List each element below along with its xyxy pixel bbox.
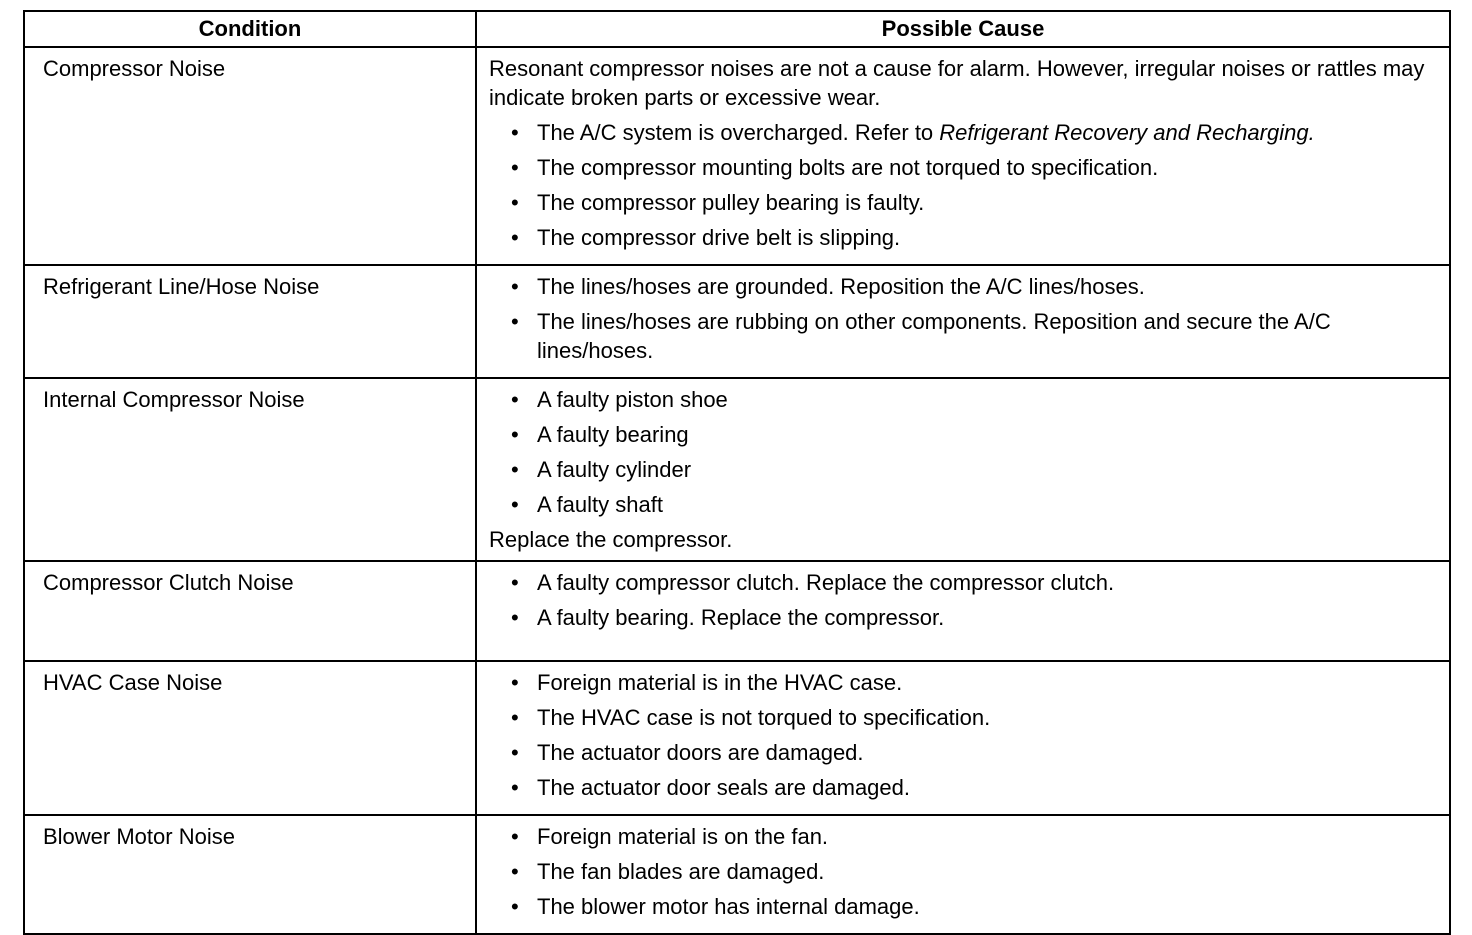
cause-header: Possible Cause xyxy=(476,11,1450,47)
condition-cell: Refrigerant Line/Hose Noise xyxy=(24,265,476,378)
list-item: • The HVAC case is not torqued to specification. xyxy=(489,703,1439,732)
table-row xyxy=(24,378,1450,561)
table-row xyxy=(24,815,1450,934)
condition-header: Condition xyxy=(24,11,476,47)
diagnosis-table xyxy=(23,10,1451,935)
cause-cell xyxy=(476,378,1450,561)
cause-cell xyxy=(476,265,1450,378)
cause-list xyxy=(489,568,1439,632)
list-item: • Foreign material is in the HVAC case. xyxy=(489,668,1439,697)
list-item: • A faulty bearing xyxy=(489,420,1439,449)
list-item: • A faulty bearing. Replace the compressor. xyxy=(489,603,1439,632)
table-row xyxy=(24,561,1450,661)
list-item: • The compressor drive belt is slipping. xyxy=(489,223,1439,252)
condition-cell: Blower Motor Noise xyxy=(24,815,476,934)
list-item: • The actuator doors are damaged. xyxy=(489,738,1439,767)
list-item: • The blower motor has internal damage. xyxy=(489,892,1439,921)
cause-list xyxy=(489,118,1439,252)
list-item: • Foreign material is on the fan. xyxy=(489,822,1439,851)
cause-list xyxy=(489,385,1439,519)
cause-cell xyxy=(476,815,1450,934)
condition-cell: Compressor Clutch Noise xyxy=(24,561,476,661)
list-item: • The lines/hoses are rubbing on other components. Reposition and secure the A/C lines/hoses. xyxy=(489,307,1439,365)
cause-cell xyxy=(476,661,1450,815)
condition-cell: Internal Compressor Noise xyxy=(24,378,476,561)
list-item: • The compressor mounting bolts are not torqued to specification. xyxy=(489,153,1439,182)
reference-link-text: Refrigerant Recovery and Recharging. xyxy=(939,120,1315,145)
cause-list xyxy=(489,272,1439,365)
cause-cell xyxy=(476,47,1450,265)
list-item: • A faulty cylinder xyxy=(489,455,1439,484)
cause-intro: Resonant compressor noises are not a cause for alarm. However, irregular noises or rattles may indicate broken parts or excessive wear. xyxy=(489,56,1425,110)
table-row xyxy=(24,265,1450,378)
list-item: • A faulty shaft xyxy=(489,490,1439,519)
list-item: • The A/C system is overcharged. Refer to Refrigerant Recovery and Recharging. xyxy=(489,118,1439,147)
condition-cell: HVAC Case Noise xyxy=(24,661,476,815)
table-row xyxy=(24,661,1450,815)
cause-list xyxy=(489,822,1439,921)
list-item: • A faulty piston shoe xyxy=(489,385,1439,414)
list-item: • The lines/hoses are grounded. Reposition the A/C lines/hoses. xyxy=(489,272,1439,301)
cause-list xyxy=(489,668,1439,802)
header-row xyxy=(24,11,1450,47)
list-item: • The fan blades are damaged. xyxy=(489,857,1439,886)
list-item: • The compressor pulley bearing is faulty. xyxy=(489,188,1439,217)
cause-note: Replace the compressor. xyxy=(489,527,733,552)
list-item: • The actuator door seals are damaged. xyxy=(489,773,1439,802)
cause-cell xyxy=(476,561,1450,661)
condition-cell: Compressor Noise xyxy=(24,47,476,265)
table-row xyxy=(24,47,1450,265)
list-item: • A faulty compressor clutch. Replace the compressor clutch. xyxy=(489,568,1439,597)
